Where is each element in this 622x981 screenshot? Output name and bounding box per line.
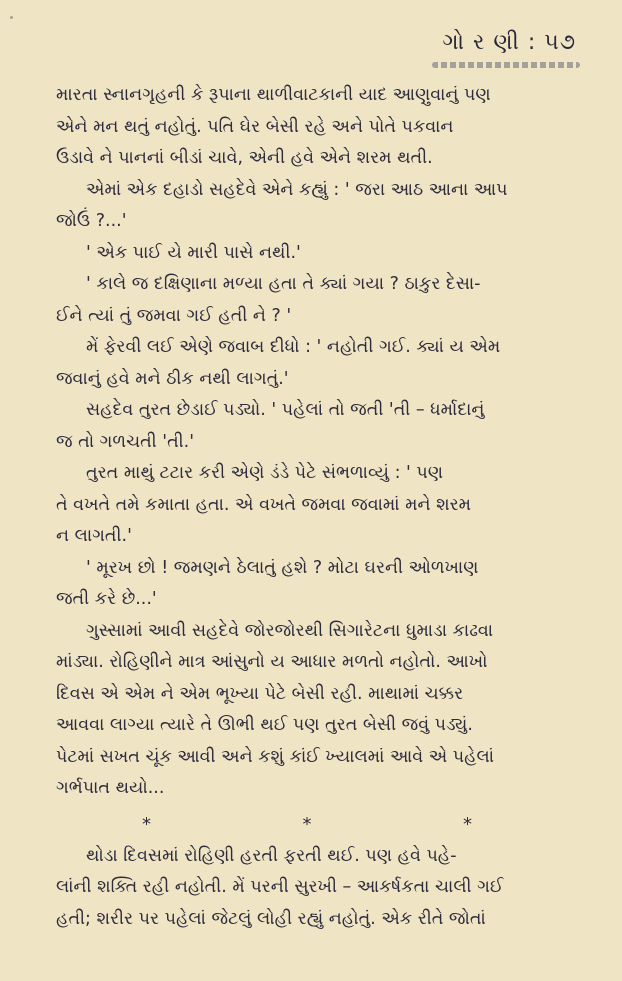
text-line: પેટમાં સખત ચૂંક આવી અને કશું કાંઈ ખ્યાલમાં આવે એ પહેલાં (56, 746, 495, 767)
paragraph-start: ' કાલે જ દક્ષિણાના મળ્યા હતા તે ક્યાં ગયા ? ઠાકુર દેસા- (86, 274, 481, 294)
paragraph-start: એમાં એક દહાડો સહદેવે એને કહ્યું : ' જરા આઠ આના આપ (86, 179, 508, 200)
text-line: જોઉં ?...' (56, 211, 127, 231)
paragraph-start: તુરત માથું ટટાર કરી એણે ડંડે પેટે સંભળાવ્યું : ' પણ (86, 463, 444, 483)
running-header: ગો ર ણી : ૫૭ (442, 30, 576, 55)
paragraph-start: ગુસ્સામાં આવી સહદેવે જોરજોરથી સિગારેટના ધુમાડા કાઢવા (86, 620, 494, 641)
text-line: મારતા સ્નાનગૃહની કે રૂપાના થાળીવાટકાની યાદ આણુવાનું પણ (56, 85, 491, 105)
paragraph-start: ' મૂરખ છો ! જમણને ઠેલાતું હશે ? મોટા ઘરની ઓળખાણ (86, 557, 479, 578)
text-line: એને મન થતું નહોતું. પતિ ઘેર બેસી રહે અને પોતે પકવાન (56, 116, 454, 137)
paragraph-start: ' એક પાઈ યે મારી પાસે નથી.' (86, 242, 301, 263)
paragraph-start: સહદેવ તુરત છેડાઈ પડ્યો. ' પહેલાં તો જતી 'તી – ધર્માદાનું (86, 400, 485, 420)
paragraph-start: થોડા દિવસમાં રોહિણી હરતી ફરતી થઈ. પણ હવે પહે- (86, 845, 457, 866)
paper-speck (10, 16, 13, 19)
header-ornament (432, 62, 580, 68)
text-line: લાંની શક્તિ રહી નહોતી. મેં પરની સુરખી – આકર્ષકતા ચાલી ગઈ (56, 877, 504, 897)
paragraph-start: મેં ફેરવી લઈ એણે જવાબ દીધો : ' નહોતી ગઈ. ક્યાં ય એમ (86, 337, 501, 357)
text-line: હતી; શરીર પર પહેલાં જેટલું લોહી રહ્યું નહોતું. એક રીતે જોતાં (56, 908, 486, 929)
text-line: માંડ્યા. રોહિણીને માત્ર આંસુનો ય આધાર મળતો નહોતો. આખો (56, 652, 488, 672)
text-line: આવવા લાગ્યા ત્યારે તે ઊભી થઈ પણ તુરત બેસી જવું પડ્યું. (56, 715, 473, 735)
text-line: ઉડાવે ને પાનનાં બીડાં ચાવે, એની હવે એને શરમ થતી. (56, 148, 433, 168)
text-line: દિવસ એ એમ ને એમ ભૂખ્યા પેટે બેસી રહી. માથામાં ચક્કર (56, 683, 464, 704)
section-break-star: * (463, 813, 472, 835)
text-line: ગર્ભપાત થયો... (56, 778, 165, 798)
text-line: જ તો ગળચતી 'તી.' (56, 431, 195, 452)
section-break-star: * (302, 813, 312, 835)
text-line: ન લાગતી.' (56, 526, 132, 546)
section-break (142, 809, 472, 841)
section-break-star: * (142, 813, 151, 835)
text-line: ઈને ત્યાં તું જમવા ગઈ હતી ને ? ' (56, 305, 292, 326)
body-text (56, 80, 578, 935)
text-line: જવાનું હવે મને ઠીક નથી લાગતું.' (56, 368, 289, 389)
text-line: તે વખતે તમે કમાતા હતા. એ વખતે જમવા જવામાં મને શરમ (56, 494, 471, 515)
text-line: જતી કરે છે...' (56, 589, 157, 609)
